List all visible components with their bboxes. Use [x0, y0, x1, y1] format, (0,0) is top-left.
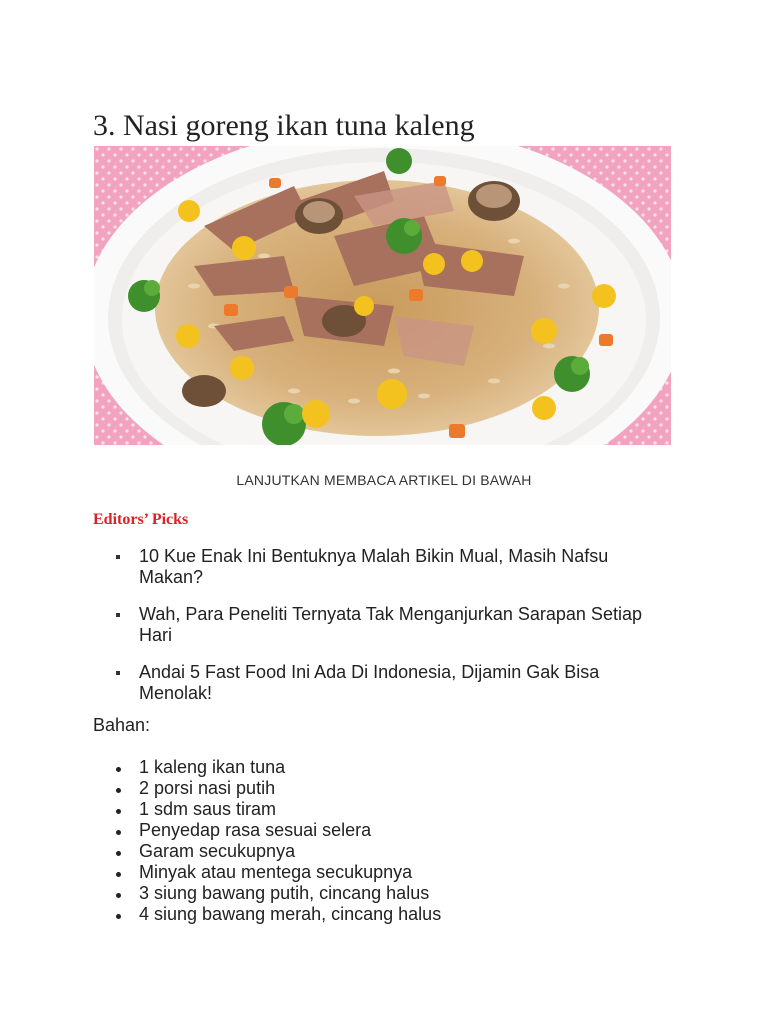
- bullet-icon: [116, 893, 121, 898]
- bullet-icon: [116, 830, 121, 835]
- ingredient-item: [0, 883, 441, 904]
- ingredient-item: [0, 820, 441, 841]
- square-bullet-icon: [116, 613, 120, 617]
- ingredient-text: 1 kaleng ikan tuna: [139, 757, 286, 777]
- bullet-icon: [116, 914, 121, 919]
- ingredient-text: Garam secukupnya: [139, 841, 296, 861]
- editors-pick-item: [0, 546, 659, 588]
- ingredients-heading: Bahan:: [93, 715, 151, 735]
- ingredient-item: [0, 904, 441, 925]
- ingredient-text: Minyak atau mentega secukupnya: [139, 862, 413, 882]
- ingredient-text: Penyedap rasa sesuai selera: [139, 820, 372, 840]
- ingredient-text: 3 siung bawang putih, cincang halus: [139, 883, 430, 903]
- editors-pick-link[interactable]: Wah, Para Peneliti Ternyata Tak Menganjurkan Sarapan Setiap Hari: [139, 604, 642, 645]
- ingredient-text: 1 sdm saus tiram: [139, 799, 277, 819]
- bullet-icon: [116, 788, 121, 793]
- ingredient-item: [0, 778, 441, 799]
- fried-rice-tuna-photo: [94, 146, 671, 445]
- editors-pick-link[interactable]: Andai 5 Fast Food Ini Ada Di Indonesia, Dijamin Gak Bisa Menolak!: [139, 662, 600, 703]
- ingredient-text: 4 siung bawang merah, cincang halus: [139, 904, 442, 924]
- continue-reading-notice: LANJUTKAN MEMBACA ARTIKEL DI BAWAH: [236, 472, 532, 488]
- editors-pick-item: [0, 604, 659, 646]
- editors-pick-link[interactable]: 10 Kue Enak Ini Bentuknya Malah Bikin Mual, Masih Nafsu Makan?: [139, 546, 609, 587]
- page-title: 3. Nasi goreng ikan tuna kaleng: [93, 109, 475, 142]
- ingredient-item: [0, 841, 441, 862]
- ingredient-item: [0, 862, 441, 883]
- editors-picks-heading: Editors’ Picks: [93, 511, 189, 528]
- editors-pick-item: [0, 662, 659, 704]
- ingredient-text: 2 porsi nasi putih: [139, 778, 276, 798]
- ingredient-item: [0, 757, 441, 778]
- bullet-icon: [116, 872, 121, 877]
- ingredient-item: [0, 799, 441, 820]
- square-bullet-icon: [116, 555, 120, 559]
- editors-picks-list: [0, 546, 659, 720]
- bullet-icon: [116, 767, 121, 772]
- square-bullet-icon: [116, 671, 120, 675]
- ingredients-list: [0, 757, 441, 925]
- bullet-icon: [116, 809, 121, 814]
- bullet-icon: [116, 851, 121, 856]
